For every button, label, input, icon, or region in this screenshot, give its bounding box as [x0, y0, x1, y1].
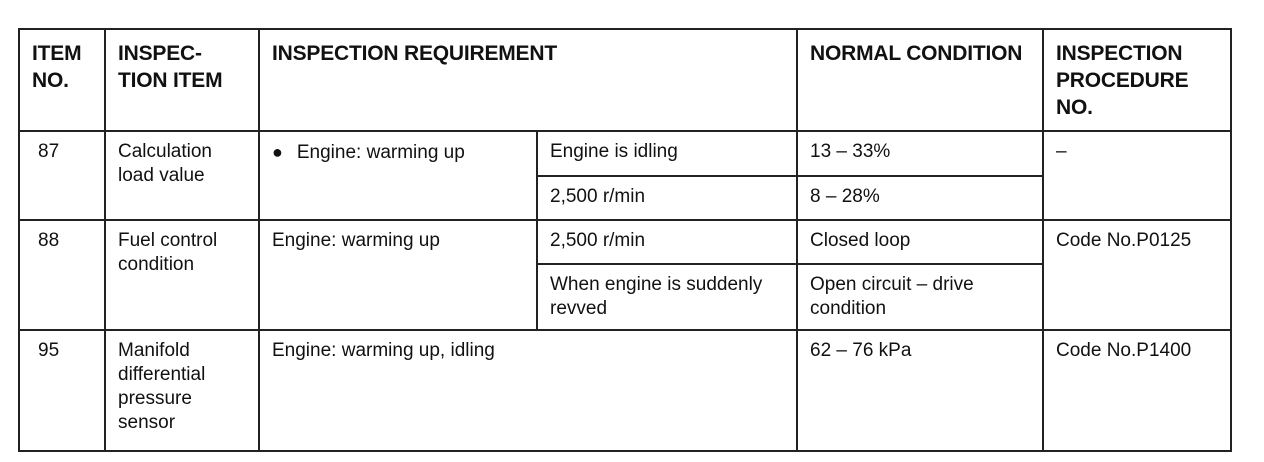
requirement-cell: Engine: warming up, idling	[259, 330, 797, 451]
condition-cell: Engine is idling	[537, 131, 797, 176]
condition-cell: When engine is suddenly revved	[537, 264, 797, 330]
requirement-cell	[259, 131, 537, 220]
bullet-icon: ●	[272, 142, 283, 162]
normal-condition-cell: 8 – 28%	[797, 176, 1043, 220]
requirement-cell: Engine: warming up	[259, 220, 537, 330]
normal-condition-cell: 62 – 76 kPa	[797, 330, 1043, 451]
table-row	[19, 330, 1231, 451]
normal-condition-cell: Open circuit – drive condition	[797, 264, 1043, 330]
procedure-cell: –	[1043, 131, 1231, 220]
item-no-cell: 87	[19, 131, 105, 220]
condition-cell: 2,500 r/min	[537, 176, 797, 220]
header-inspection-item: INSPEC-TION ITEM	[105, 29, 259, 131]
condition-cell: 2,500 r/min	[537, 220, 797, 264]
normal-condition-cell: Closed loop	[797, 220, 1043, 264]
inspection-item-cell: Fuel control condition	[105, 220, 259, 330]
header-item-no: ITEM NO.	[19, 29, 105, 131]
item-no-cell: 88	[19, 220, 105, 330]
procedure-cell: Code No.P1400	[1043, 330, 1231, 451]
procedure-cell: Code No.P0125	[1043, 220, 1231, 330]
normal-condition-cell: 13 – 33%	[797, 131, 1043, 176]
header-normal-condition: NORMAL CONDITION	[797, 29, 1043, 131]
requirement-text: Engine: warming up	[296, 142, 465, 163]
inspection-table	[18, 28, 1232, 452]
inspection-item-cell: Calculation load value	[105, 131, 259, 220]
header-row	[19, 29, 1231, 131]
header-inspection-requirement: INSPECTION REQUIREMENT	[259, 29, 797, 131]
item-no-cell: 95	[19, 330, 105, 451]
header-procedure-no: INSPECTION PROCEDURE NO.	[1043, 29, 1231, 131]
inspection-item-cell: Manifold differential pressure sensor	[105, 330, 259, 451]
table-row	[19, 220, 1231, 264]
table-row	[19, 131, 1231, 176]
